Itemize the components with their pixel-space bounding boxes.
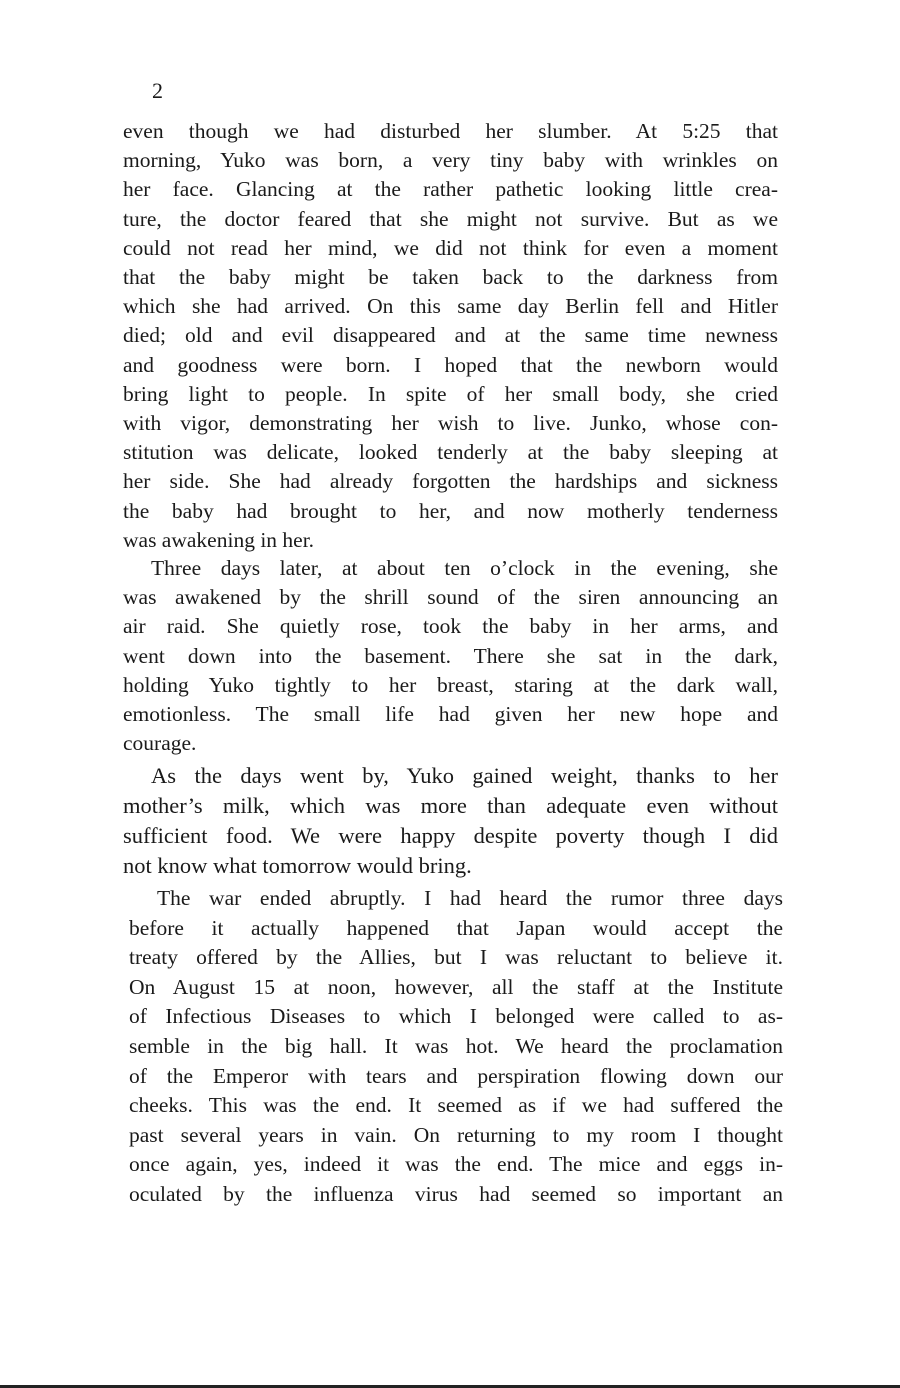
text-line: the baby had brought to her, and now motherly tenderness <box>123 498 778 523</box>
text-line: once again, yes, indeed it was the end. The mice and eggs in- <box>129 1152 783 1177</box>
text-line: before it actually happened that Japan would accept the <box>129 915 783 940</box>
text-line: sufficient food. We were happy despite poverty though I did <box>123 823 778 848</box>
text-line: courage. <box>123 731 197 756</box>
text-line: semble in the big hall. It was hot. We heard the proclamation <box>129 1033 783 1058</box>
text-line: As the days went by, Yuko gained weight, thanks to her <box>151 763 778 788</box>
text-line: morning, Yuko was born, a very tiny baby with wrinkles on <box>123 148 778 173</box>
text-line: stitution was delicate, looked tenderly at the baby sleeping at <box>123 440 778 465</box>
paragraph-4 <box>129 884 783 1210</box>
text-line: not know what tomorrow would bring. <box>123 853 472 878</box>
text-line: The war ended abruptly. I had heard the rumor three days <box>157 886 783 910</box>
text-line: of the Emperor with tears and perspiration flowing down our <box>129 1063 783 1088</box>
text-line: her face. Glancing at the rather pathetic looking little crea- <box>123 177 778 202</box>
text-line: mother’s milk, which was more than adequate even without <box>123 793 778 818</box>
text-line: which she had arrived. On this same day Berlin fell and Hitler <box>123 294 778 319</box>
text-line: treaty offered by the Allies, but I was reluctant to believe it. <box>129 945 783 970</box>
paragraph-1 <box>123 117 778 555</box>
text-line: was awakening in her. <box>123 527 315 552</box>
page-number: 2 <box>152 78 163 103</box>
text-line: Three days later, at about ten o’clock in the evening, she <box>151 556 778 580</box>
text-line: of Infectious Diseases to which I belonged were called to as- <box>129 1004 783 1029</box>
paragraph-2 <box>123 554 778 758</box>
text-line: oculated by the influenza virus had seemed so important an <box>129 1181 783 1206</box>
paragraph-3 <box>123 761 778 881</box>
text-line: holding Yuko tightly to her breast, staring at the dark wall, <box>123 672 778 697</box>
text-line: On August 15 at noon, however, all the staff at the Institute <box>129 974 783 999</box>
text-line: and goodness were born. I hoped that the newborn would <box>123 352 778 377</box>
text-line: air raid. She quietly rose, took the baby in her arms, and <box>123 614 778 639</box>
text-line: was awakened by the shrill sound of the siren announcing an <box>123 585 778 610</box>
text-line: emotionless. The small life had given her new hope and <box>123 702 778 727</box>
text-line: died; old and evil disappeared and at the same time newness <box>123 323 778 348</box>
text-line: cheeks. This was the end. It seemed as if we had suffered the <box>129 1093 783 1118</box>
text-line: even though we had disturbed her slumber. At 5:25 that <box>123 119 778 143</box>
text-line: could not read her mind, we did not think for even a moment <box>123 235 778 260</box>
text-line: bring light to people. In spite of her small body, she cried <box>123 381 778 406</box>
text-line: with vigor, demonstrating her wish to live. Junko, whose con- <box>123 411 778 436</box>
text-line: that the baby might be taken back to the darkness from <box>123 265 778 290</box>
text-line: past several years in vain. On returning to my room I thought <box>129 1122 783 1147</box>
text-line: her side. She had already forgotten the hardships and sickness <box>123 469 778 494</box>
text-line: ture, the doctor feared that she might not survive. But as we <box>123 206 778 231</box>
text-line: went down into the basement. There she sat in the dark, <box>123 643 778 668</box>
